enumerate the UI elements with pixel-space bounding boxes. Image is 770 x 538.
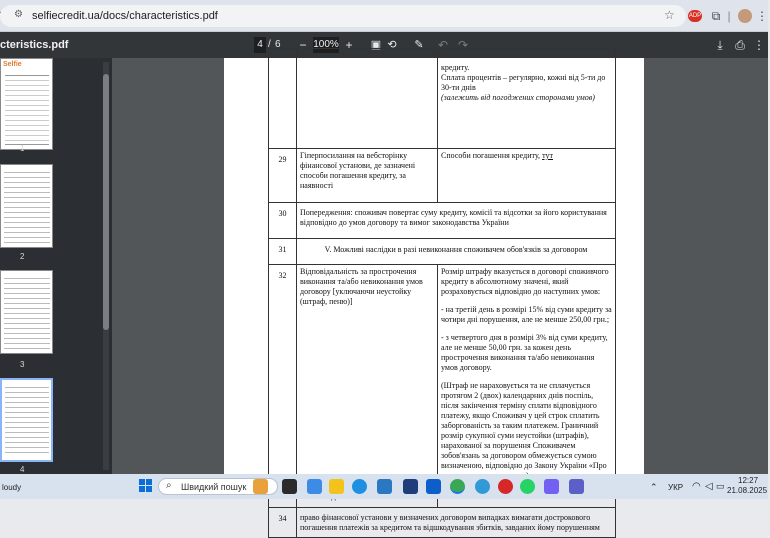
table-row <box>269 508 616 538</box>
row-number: 29 <box>269 149 297 203</box>
whatsapp-icon[interactable] <box>520 479 535 494</box>
thumbnail-label: 1 <box>20 144 25 153</box>
row-value: кредиту. Сплата процентів – регулярно, кожні від 5-ти до 30-ти днів (залежить від погоджених сторонами умов) <box>438 49 616 149</box>
row-number: 31 <box>269 239 297 265</box>
row-number: 32 <box>269 265 297 484</box>
sidebar-scrollbar-thumb[interactable] <box>103 74 109 330</box>
thumbnail-content <box>4 168 50 244</box>
windows-start-icon[interactable] <box>139 479 153 493</box>
table-row <box>269 203 616 239</box>
weather-text[interactable]: loudy <box>2 483 22 492</box>
page-number-input[interactable]: 4 <box>254 37 266 53</box>
pdf-title: cteristics.pdf <box>0 39 69 51</box>
selfie-logo: Selfie <box>3 61 22 68</box>
more-menu-icon[interactable]: ⋮ <box>753 38 765 52</box>
row-label <box>297 49 438 149</box>
zoom-in-button[interactable]: + <box>345 38 353 52</box>
wifi-icon[interactable]: ◠ <box>692 481 701 492</box>
clock-time[interactable]: 12:27 <box>738 476 759 485</box>
row-full-text: право фінансової установи у визначених договором випадках вимагати дострокового погашення платежів за кредитом та відшкодування збитків, завданих йому порушенням <box>297 508 616 538</box>
table-row <box>269 265 616 484</box>
extensions-icon[interactable]: ⧉ <box>711 9 721 23</box>
row-label: Відповідальність за прострочення виконання та/або невиконання умов договору [уключаючи неустойку (штраф, пеню)] <box>297 265 438 484</box>
divider-icon: | <box>727 9 731 23</box>
page-separator: / <box>268 39 271 50</box>
taskbar-search[interactable]: ⌕ Швидкий пошук <box>158 478 278 495</box>
thumbnail-label: 2 <box>20 252 25 261</box>
print-icon[interactable]: ⎙ <box>735 38 745 52</box>
opera-icon[interactable] <box>498 479 513 494</box>
url-text: selfiecredit.ua/docs/characteristics.pdf <box>32 10 218 22</box>
tray-chevron-icon[interactable]: ⌃ <box>650 482 658 492</box>
thumbnail-content <box>5 383 49 457</box>
fit-page-icon[interactable]: ▣ <box>370 39 382 51</box>
windows-taskbar <box>0 474 768 499</box>
adblock-icon[interactable]: ADP <box>688 10 702 22</box>
thumbnail-sidebar <box>0 58 112 474</box>
redo-icon[interactable]: ↷ <box>457 38 469 52</box>
search-icon: ⌕ <box>166 480 172 491</box>
thumbnail-page-1[interactable] <box>0 58 53 150</box>
menu-kebab-icon[interactable]: ⋮ <box>756 9 768 23</box>
clock-date[interactable]: 21.08.2025 <box>727 486 768 495</box>
copilot-icon[interactable] <box>307 479 322 494</box>
battery-icon[interactable]: ▭ <box>716 481 725 491</box>
store-icon[interactable] <box>377 479 392 494</box>
characteristics-table <box>268 48 616 538</box>
thumbnail-content <box>4 274 50 350</box>
app-l-icon[interactable] <box>403 479 418 494</box>
pdf-page <box>224 58 644 532</box>
thumbnail-label: 3 <box>20 360 25 369</box>
payment-methods-link[interactable]: тут <box>542 151 553 160</box>
volume-icon[interactable]: ◁ <box>705 481 713 492</box>
zoom-input[interactable]: 100% <box>313 37 339 53</box>
dropbox-icon[interactable] <box>426 479 441 494</box>
rotate-icon[interactable]: ⟲ <box>387 39 397 51</box>
table-row <box>269 149 616 203</box>
thumbnail-page-3[interactable] <box>0 270 53 354</box>
row-number <box>269 49 297 149</box>
thumbnail-content <box>5 75 49 145</box>
profile-avatar[interactable] <box>738 9 752 23</box>
chrome-icon[interactable] <box>450 479 465 494</box>
undo-icon[interactable]: ↶ <box>437 38 449 52</box>
language-indicator[interactable]: УКР <box>668 483 684 492</box>
row-number: 34 <box>269 508 297 538</box>
annotate-pen-icon[interactable]: ✎ <box>414 39 424 51</box>
widget-icon[interactable] <box>253 479 268 494</box>
thumbnail-page-2[interactable] <box>0 164 53 248</box>
task-view-icon[interactable] <box>282 479 297 494</box>
row-label: Гіперпосилання на вебсторінку фінансової установи, де зазначені способи погашення кредиту, за наявності <box>297 149 438 203</box>
bookmark-star-icon[interactable]: ☆ <box>664 8 675 22</box>
address-bar[interactable] <box>0 5 686 27</box>
table-row <box>269 49 616 149</box>
table-row <box>269 239 616 265</box>
download-icon[interactable]: ⤓ <box>717 38 723 52</box>
telegram-icon[interactable] <box>475 479 490 494</box>
file-explorer-icon[interactable] <box>329 479 344 494</box>
zoom-out-button[interactable]: − <box>299 38 307 52</box>
row-number: 30 <box>269 203 297 239</box>
row-value: Способи погашення кредиту, тут <box>438 149 616 203</box>
edge-icon[interactable] <box>352 479 367 494</box>
browser-toolbar <box>0 0 768 32</box>
total-pages: 6 <box>275 39 281 50</box>
thumbnail-label: 4 <box>20 465 25 474</box>
row-full-text: Попередження: споживач повертає суму кредиту, комісії та відсотки за його користування відповідно до умов договору та вимог законодавства України <box>297 203 616 239</box>
row-value: Розмір штрафу вказується в договорі споживчого кредиту в абсолютному значені, який розраховується відповідно до наступних умов: - на третій день в розмірі 15% від суми кредиту за чотири дні порушення, але не менше 250,00 грн.; - з четвертого дня в розмірі 3% від суми кредиту, але не менше 50,00 грн. за кожен день прострочення виконання та/або невиконання умов договору. (Штраф не нараховується та не сплачується протягом 2 (двох) календарних днів поспіль, після закінчення терміну сплати відповідного платежу, якщо Споживач у цей строк сплатить заборгованість за таким платежем. Граничний розмір сукупної суми неустойки (штрафів), нарахованої за порушення Споживачем зобов'язань за договором обмежується сумою визначеною, відповідно до Закону України «Про <box>438 265 616 484</box>
teams-icon[interactable] <box>569 479 584 494</box>
thumbnail-page-4-selected[interactable] <box>0 378 53 462</box>
section-heading: V. Можливі наслідки в разі невиконання споживачем обов'язків за договором <box>297 239 616 265</box>
site-info-icon[interactable]: ⚙ <box>14 9 23 20</box>
viber-icon[interactable] <box>544 479 559 494</box>
